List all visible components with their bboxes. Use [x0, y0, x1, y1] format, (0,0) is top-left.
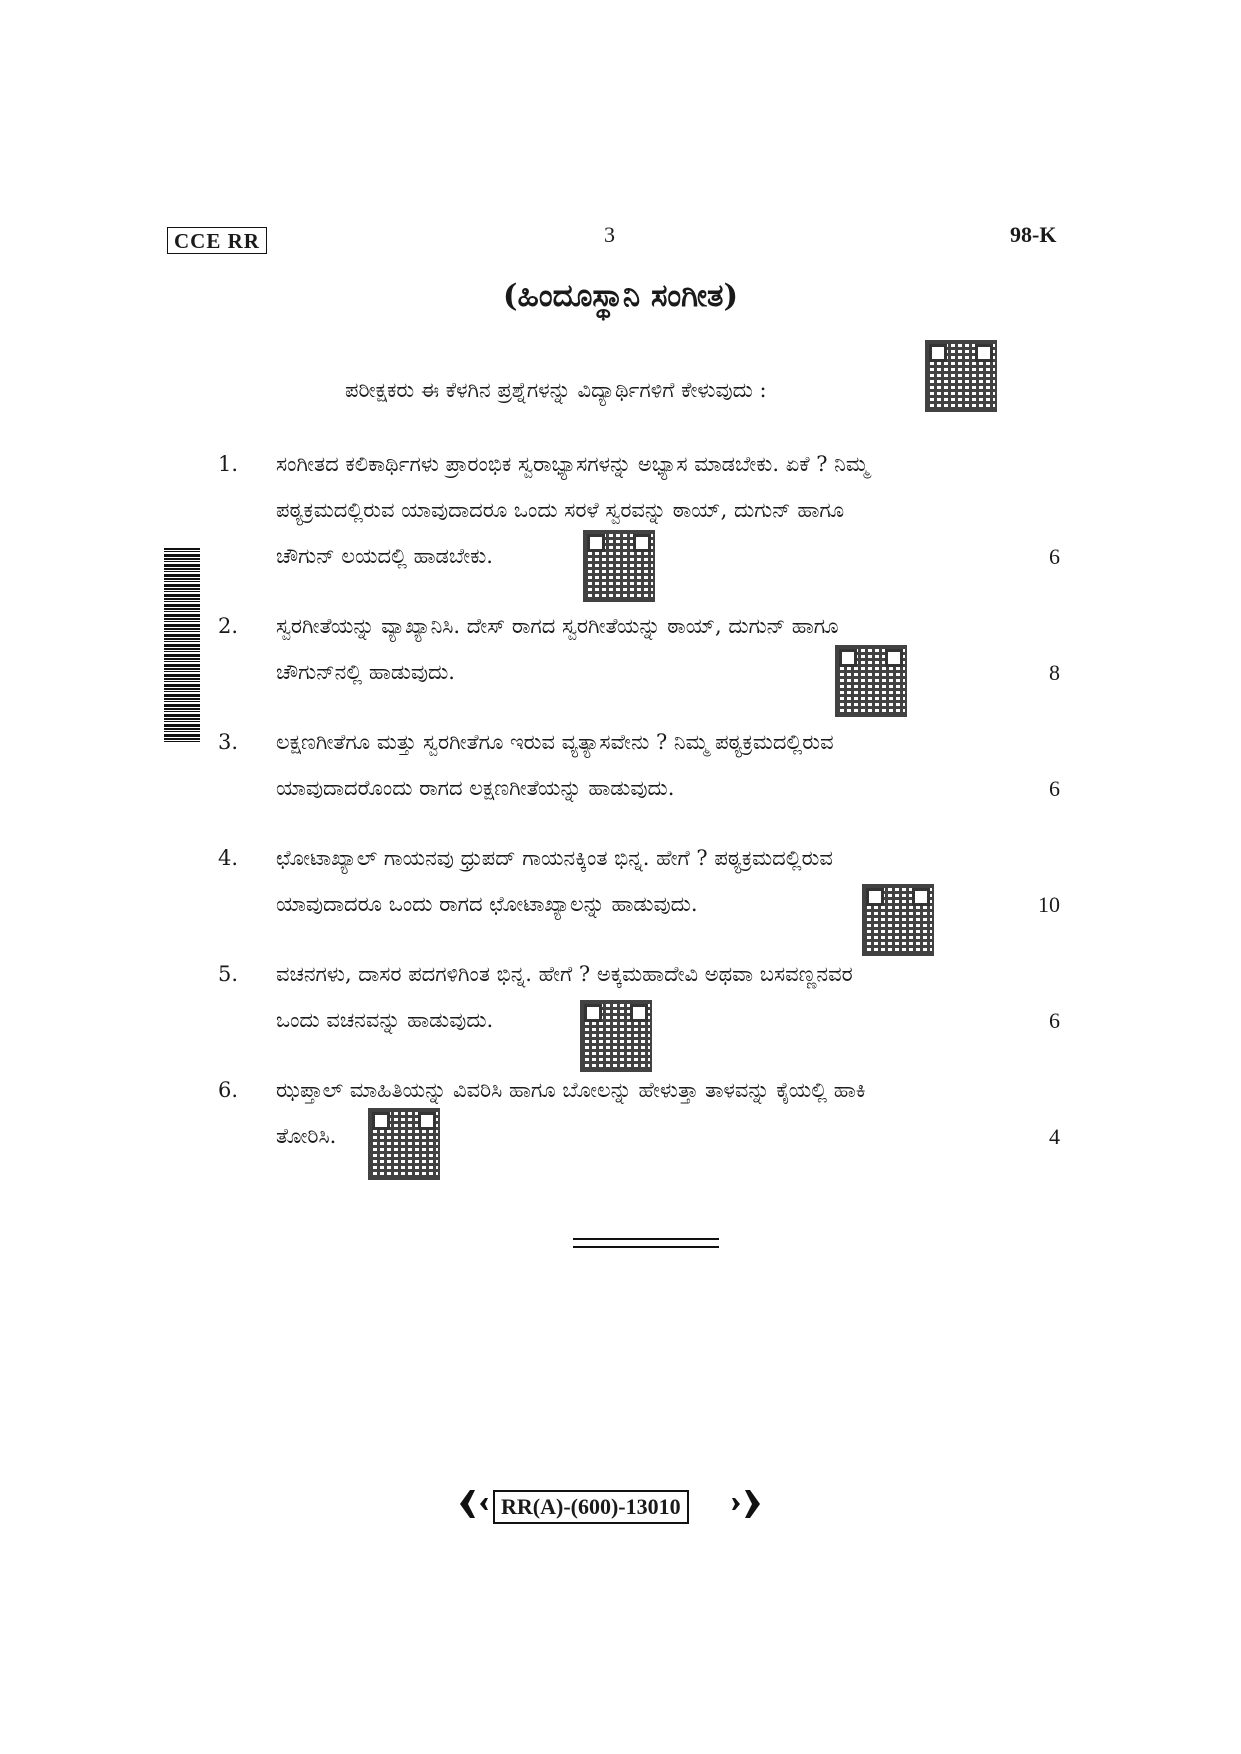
- question-number: 5.: [218, 962, 239, 986]
- footer-code: RR(A)-(600)-13010: [493, 1490, 689, 1524]
- question-marks: 6: [1049, 776, 1060, 801]
- page-number: 3: [604, 222, 615, 247]
- page-title: (ಹಿಂದೂಸ್ಥಾನಿ ಸಂಗೀತ): [502, 278, 739, 314]
- question-text-line: ಚೌಗುನ್ ಲಯದಲ್ಲಿ ಹಾಡಬೇಕು.: [276, 544, 493, 568]
- examiner-instruction: ಪರೀಕ್ಷಕರು ಈ ಕೆಳಗಿನ ಪ್ರಶ್ನೆಗಳನ್ನು ವಿದ್ಯಾರ್ಥಿಗಳಿಗೆ ಕೇಳುವುದು :: [345, 378, 767, 402]
- question-number: 1.: [218, 452, 239, 476]
- question-text-line: ಸಂಗೀತದ ಕಲಿಕಾರ್ಥಿಗಳು ಪ್ರಾರಂಭಿಕ ಸ್ವರಾಭ್ಯಾಸಗಳನ್ನು ಅಭ್ಯಾಸ ಮಾಡಬೇಕು. ಏಕೆ ? ನಿಮ್ಮ: [276, 452, 869, 476]
- series-label: CCE RR: [167, 227, 267, 254]
- question-text-line: ಲಕ್ಷಣಗೀತೆಗೂ ಮತ್ತು ಸ್ವರಗೀತೆಗೂ ಇರುವ ವ್ಯತ್ಯಾಸವೇನು ? ನಿಮ್ಮ ಪಠ್ಯಕ್ರಮದಲ್ಲಿರುವ: [276, 730, 834, 754]
- airplane-right-icon: [730, 1482, 780, 1526]
- barcode-icon: [164, 548, 200, 744]
- question-marks: 8: [1049, 660, 1060, 685]
- end-divider: [573, 1238, 719, 1248]
- qr-code-icon: [368, 1108, 440, 1180]
- question-text-line: ಯಾವುದಾದರೊಂದು ರಾಗದ ಲಕ್ಷಣಗೀತೆಯನ್ನು ಹಾಡುವುದು.: [276, 776, 675, 800]
- question-text-line: ಝಪ್ತಾಲ್ ಮಾಹಿತಿಯನ್ನು ವಿವರಿಸಿ ಹಾಗೂ ಬೋಲನ್ನು ಹೇಳುತ್ತಾ ತಾಳವನ್ನು ಕೈಯಲ್ಲಿ ಹಾಕಿ: [276, 1078, 866, 1102]
- question-text-line: ಸ್ವರಗೀತೆಯನ್ನು ವ್ಯಾಖ್ಯಾನಿಸಿ. ದೇಸ್ ರಾಗದ ಸ್ವರಗೀತೆಯನ್ನು ಠಾಯ್, ದುಗುನ್ ಹಾಗೂ: [276, 614, 839, 638]
- paper-code: 98-K: [1010, 222, 1057, 247]
- qr-code-icon: [862, 884, 934, 956]
- airplane-left-icon: [440, 1482, 490, 1526]
- qr-code-icon: [835, 645, 907, 717]
- question-text-line: ಒಂದು ವಚನವನ್ನು ಹಾಡುವುದು.: [276, 1008, 494, 1032]
- question-number: 3.: [218, 730, 239, 754]
- question-number: 6.: [218, 1078, 239, 1102]
- question-marks: 6: [1049, 544, 1060, 569]
- question-number: 4.: [218, 846, 239, 870]
- question-text-line: ಯಾವುದಾದರೂ ಒಂದು ರಾಗದ ಛೋಟಾಖ್ಯಾಲನ್ನು ಹಾಡುವುದು.: [276, 892, 698, 916]
- qr-code-icon: [925, 340, 997, 412]
- question-text-line: ಪಠ್ಯಕ್ರಮದಲ್ಲಿರುವ ಯಾವುದಾದರೂ ಒಂದು ಸರಳೆ ಸ್ವರವನ್ನು ಠಾಯ್, ದುಗುನ್ ಹಾಗೂ: [276, 498, 845, 522]
- question-marks: 4: [1049, 1124, 1060, 1149]
- question-marks: 10: [1038, 892, 1060, 917]
- question-text-line: ಛೋಟಾಖ್ಯಾಲ್ ಗಾಯನವು ಧ್ರುಪದ್ ಗಾಯನಕ್ಕಿಂತ ಭಿನ್ನ. ಹೇಗೆ ? ಪಠ್ಯಕ್ರಮದಲ್ಲಿರುವ: [276, 846, 833, 870]
- question-number: 2.: [218, 614, 239, 638]
- qr-code-icon: [580, 1000, 652, 1072]
- qr-code-icon: [583, 530, 655, 602]
- question-text-line: ಚೌಗುನ್‌ನಲ್ಲಿ ಹಾಡುವುದು.: [276, 660, 455, 684]
- question-text-line: ತೋರಿಸಿ.: [276, 1124, 337, 1148]
- question-marks: 6: [1049, 1008, 1060, 1033]
- question-text-line: ವಚನಗಳು, ದಾಸರ ಪದಗಳಿಗಿಂತ ಭಿನ್ನ. ಹೇಗೆ ? ಅಕ್ಕಮಹಾದೇವಿ ಅಥವಾ ಬಸವಣ್ಣನವರ: [276, 962, 853, 986]
